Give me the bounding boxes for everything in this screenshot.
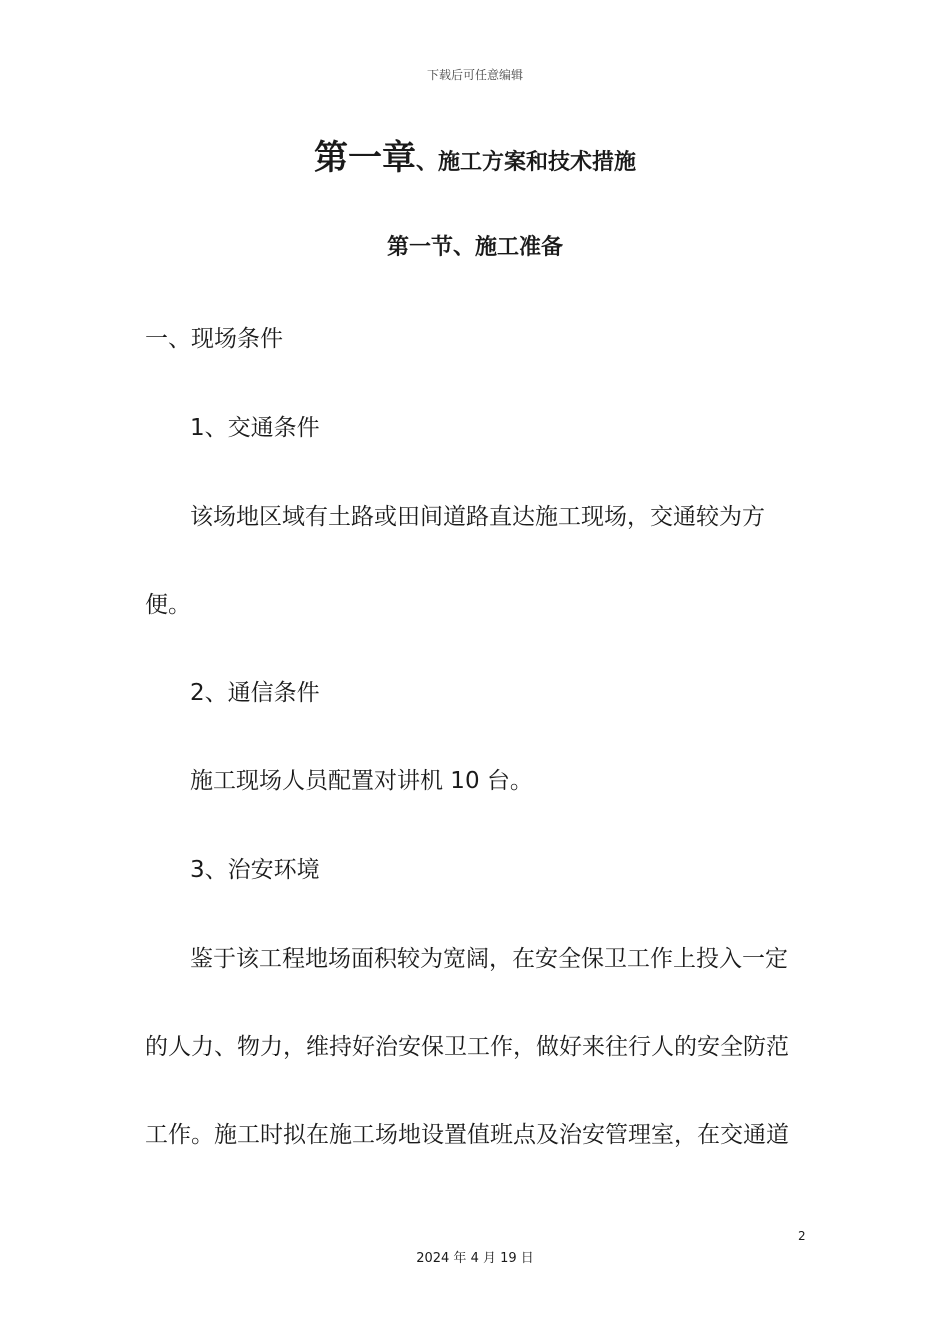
paragraph-security-line-1: 鉴于该工程地场面积较为宽阔，在安全保卫工作上投入一定 — [190, 946, 788, 972]
paragraph-security-line-3: 工作。施工时拟在施工场地设置值班点及治安管理室，在交通道 — [145, 1122, 789, 1148]
paragraph-communication: 施工现场人员配置对讲机 10 台。 — [190, 768, 533, 794]
chapter-title-main: 第一章 — [313, 138, 416, 178]
footer-date: 2024 年 4 月 19 日 — [416, 1251, 534, 1266]
subheading-traffic: 1、交通条件 — [190, 415, 320, 441]
section-title: 第一节、施工准备 — [386, 235, 563, 260]
page-number: 2 — [798, 1229, 806, 1243]
chapter-title-sub: 、施工方案和技术措施 — [415, 150, 636, 175]
subheading-security: 3、治安环境 — [190, 857, 320, 883]
paragraph-traffic-line-1: 该场地区域有土路或田间道路直达施工现场，交通较为方 — [190, 504, 765, 530]
subheading-communication: 2、通信条件 — [190, 680, 320, 706]
paragraph-security-line-2: 的人力、物力，维持好治安保卫工作，做好来往行人的安全防范 — [145, 1034, 789, 1060]
paragraph-traffic-line-2: 便。 — [145, 592, 191, 618]
header-note: 下载后可任意编辑 — [426, 68, 523, 82]
chapter-title — [0, 130, 950, 179]
heading-site-conditions: 一、现场条件 — [145, 326, 283, 352]
